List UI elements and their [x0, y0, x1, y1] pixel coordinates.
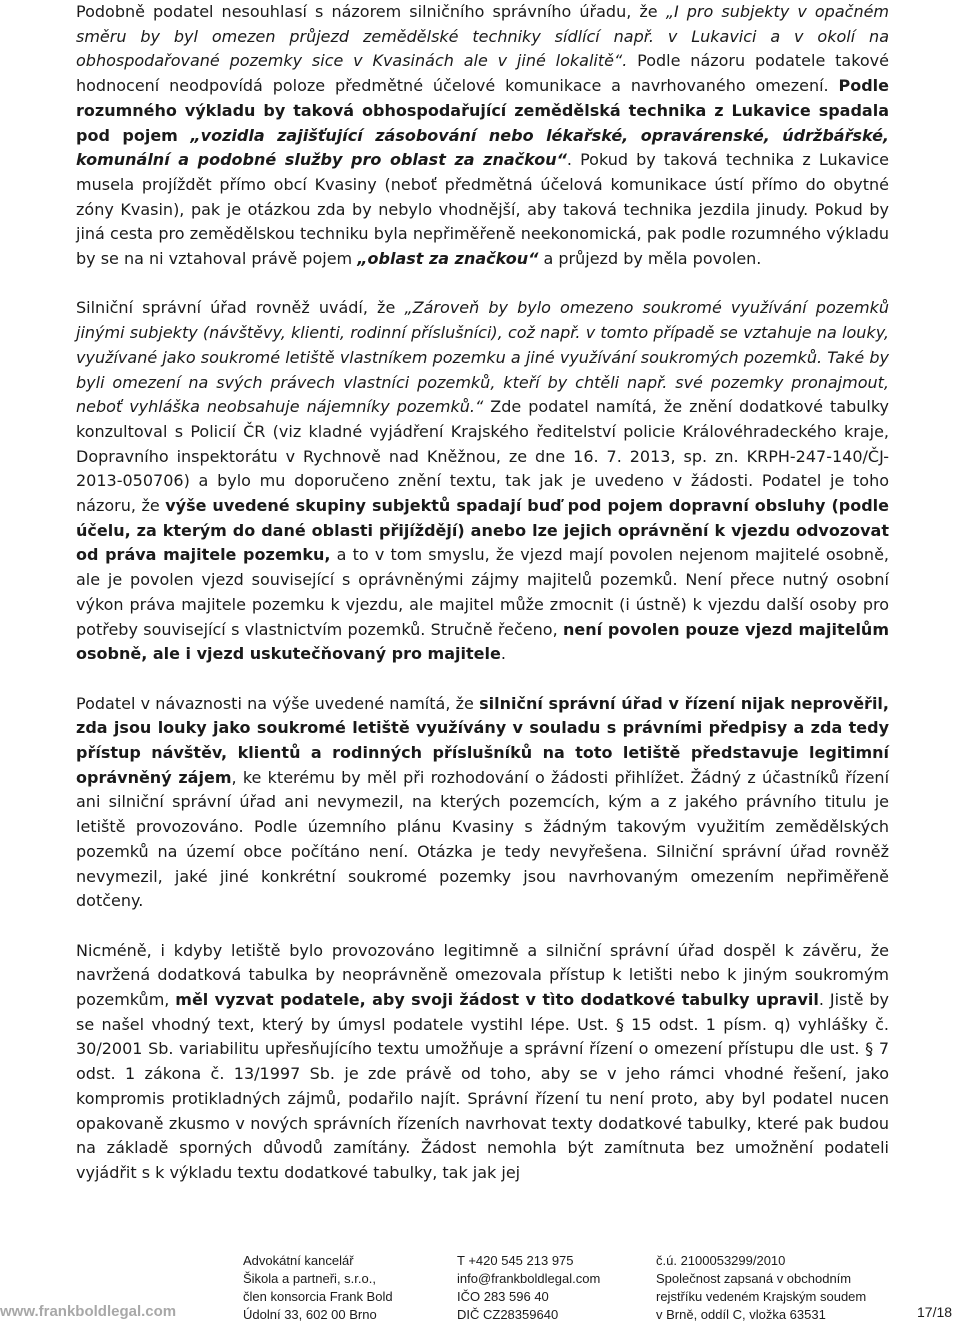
- p2-text-1: Silniční správní úřad rovněž uvádí, že: [76, 298, 405, 318]
- footer-registry-info: [656, 1252, 866, 1324]
- p3-text-2: , ke kterému by měl při rozhodování o žádosti přihlížet. Žádný z účastníků řízení ani silniční správní úřad ani nevymezil, na kterých pozemcích, kým a z jakého právního titulu je letiště provozováno. Podle územního plánu Kvasiny s žádným takovým využitím zemědělských pozemků na území obce počítáno není. Otázka je tedy nevyřešena. Silniční správní úřad rovněž nevymezil, jaké jiné konkrétní soukromé pozemky jsou navrhovaným omezením nepřiměřeně dotčeny.: [76, 767, 890, 911]
- footer-registry-line: Společnost zapsaná v obchodním: [656, 1271, 852, 1286]
- footer-dic: DIČ CZ28359640: [457, 1307, 559, 1322]
- footer-email-link[interactable]: info@frankboldlegal.com: [457, 1271, 601, 1286]
- p2-text-2: Zde podatel namítá, že znění dodatkové tabulky konzultoval s Policií ČR (viz kladné vyjádření Krajského ředitelství policie Královéhradeckého kraje, Dopravního inspektorátu v Rychnově nad Kněžnou, ze dne 16. 7. 2013, sp. zn. KRPH-247-140/ČJ-2013-050706) a bylo mu doporučeno znění textu, tak jak je uvedeno v žádosti. Podatel je toho názoru, že: [76, 397, 889, 516]
- p2-bold-2: není povolen pouze vjezd majitelům osobně, ale i vjezd uskutečňovaný pro majitele: [76, 619, 889, 664]
- p1-bold-1: Podle rozumného výkladu by taková obhospodařující zemědělská technika z Lukavice spadala pod pojem: [76, 76, 889, 145]
- p1-quote-3: „oblast za značkou“: [357, 249, 539, 269]
- p2-quote-1: „Zároveň by bylo omezeno soukromé využívání pozemků jinými subjekty (návštěvy, klienti, rodinní příslušníci), což např. v tomto případě se vztahuje na louky, využívané jako soukromé letiště vlastníkem pozemku a jiné využívání soukromých pozemků. Také by byli omezení na svých právech vlastníci pozemků, kteří by chtěli např. své pozemky pronajmout, neboť vyhláška neobsahuje nájemníky pozemků.“: [76, 298, 889, 417]
- paragraph-3: [76, 692, 889, 914]
- p2-text-3: a to v tom smyslu, že vjezd mají povolen nejenom majitelé osobně, ale je povolen vjezd související s oprávněnými zájmy majitelů pozemků. Není přece nutný osobní výkon práva majitele pozemku k vjezdu, ale majitel může zmocnit (i ústně) k vjezdu další osoby pro potřeby související s vlastnictvím pozemků. Stručně řečeno,: [76, 545, 890, 639]
- footer-firm-line: člen konsorcia Frank Bold: [243, 1289, 393, 1304]
- p1-text-4: a průjezd by měla povolen.: [538, 249, 762, 269]
- page-footer: [0, 1248, 960, 1326]
- document-body: [76, 0, 889, 1186]
- footer-firm-line: Údolní 33, 602 00 Brno: [243, 1307, 377, 1322]
- p4-text-1: Nicméně, i kdyby letiště bylo provozováno legitimně a silniční správní úřad dospěl k závěru, že navržená dodatková tabulka by neoprávněně omezovala přístup k letišti nebo k jiným soukromým pozemkům,: [76, 940, 889, 1010]
- p1-text-2: Podle názoru podatele takové hodnocení neodpovídá poloze předmětné účelové komunikace a navrhovaného omezení.: [76, 51, 889, 96]
- footer-ico: IČO 283 596 40: [457, 1289, 549, 1304]
- footer-registry-line: rejstříku vedeném Krajským soudem: [656, 1289, 867, 1304]
- p1-quote-1: „I pro subjekty v opačném směru by byl omezen průjezd zemědělské techniky sídlící např. v Lukavici a v okolí na obhospodařované pozemky sice v Kvasinách ale v jiné lokalitě“.: [76, 2, 890, 71]
- paragraph-2: [76, 296, 889, 667]
- footer-registry-line: č.ú. 2100053299/2010: [656, 1253, 786, 1268]
- p1-quote-2: „vozidla zajišťující zásobování nebo lékařské, opravárenské, údržbářské, komunální a podobné služby pro oblast za značkou“: [76, 125, 889, 170]
- p1-text-3: . Pokud by taková technika z Lukavice musela projíždět přímo obcí Kvasiny (neboť předmětná účelová komunikace ústí přímo do obytné zóny Kvasin), pak je otázkou zda by nebylo vhodnější, aby taková technika jezdila jinudy. Pokud by jiná cesta pro zemědělskou techniku byla nepřiměřeně neekonomická, pak podle rozumného výkladu by se na ni vztahoval právě pojem: [76, 150, 889, 269]
- footer-contact-info: [457, 1252, 600, 1324]
- footer-registry-line: v Brně, oddíl C, vložka 63531: [656, 1307, 826, 1322]
- paragraph-4: [76, 939, 889, 1186]
- footer-firm-line: Šikola a partneři, s.r.o.,: [243, 1271, 376, 1286]
- footer-phone: T +420 545 213 975: [457, 1253, 574, 1268]
- p3-bold-1: silniční správní úřad v řízení nijak neprověřil, zda jsou louky jako soukromé letiště využívány v souladu s právními předpisy a zda tedy přístup návštěv, klientů a rodinných příslušníků na toto letiště představuje legitimní oprávněný zájem: [76, 693, 889, 787]
- p2-text-4: .: [500, 644, 506, 664]
- footer-firm-info: [243, 1252, 393, 1324]
- p2-bold-1: výše uvedené skupiny subjektů spadají buď pod pojem dopravní obsluhy (podle účelu, za kterým do dané oblasti přijíždějí) anebo lze jejich oprávnění k vjezdu odvozovat od práva majitele pozemku,: [76, 496, 890, 565]
- page-number: 17/18: [917, 1304, 953, 1320]
- p3-text-1: Podatel v návaznosti na výše uvedené namítá, že: [76, 693, 480, 713]
- p1-text-1: Podobně podatel nesouhlasí s názorem silničního správního úřadu, že: [76, 2, 666, 21]
- footer-website-link[interactable]: www.frankboldlegal.com: [0, 1303, 177, 1320]
- footer-firm-line: Advokátní kancelář: [243, 1253, 354, 1268]
- p4-bold-1: měl vyzvat podatele, aby svoji žádost v tìto dodatkové tabulky upravil: [175, 990, 819, 1010]
- paragraph-1: [76, 0, 889, 272]
- p4-text-2: . Jistě by se našel vhodný text, který by úmysl podatele vystihl lépe. Ust. § 15 odst. 1 písm. q) vyhlášky č. 30/2001 Sb. variabilitu upřesňujícího textu umožňuje a správní řízení o omezení přístupu dle ust. § 7 odst. 1 zákona č. 13/1997 Sb. je zde právě od toho, aby se v jeho rámci vhodné řešení, jako kompromis protikladných zájmů, podařilo najít. Správní řízení tu není proto, aby byl podatel nucen opakovaně zkusmo v nových správních řízeních navrhovat texty dodatkové tabulky, které pak budou na základě sporných důvodů zamítány. Žádost nemohla být zamítnuta bez umožnění podateli vyjádřit s k výkladu textu dodatkové tabulky, tak jak jej: [76, 990, 889, 1182]
